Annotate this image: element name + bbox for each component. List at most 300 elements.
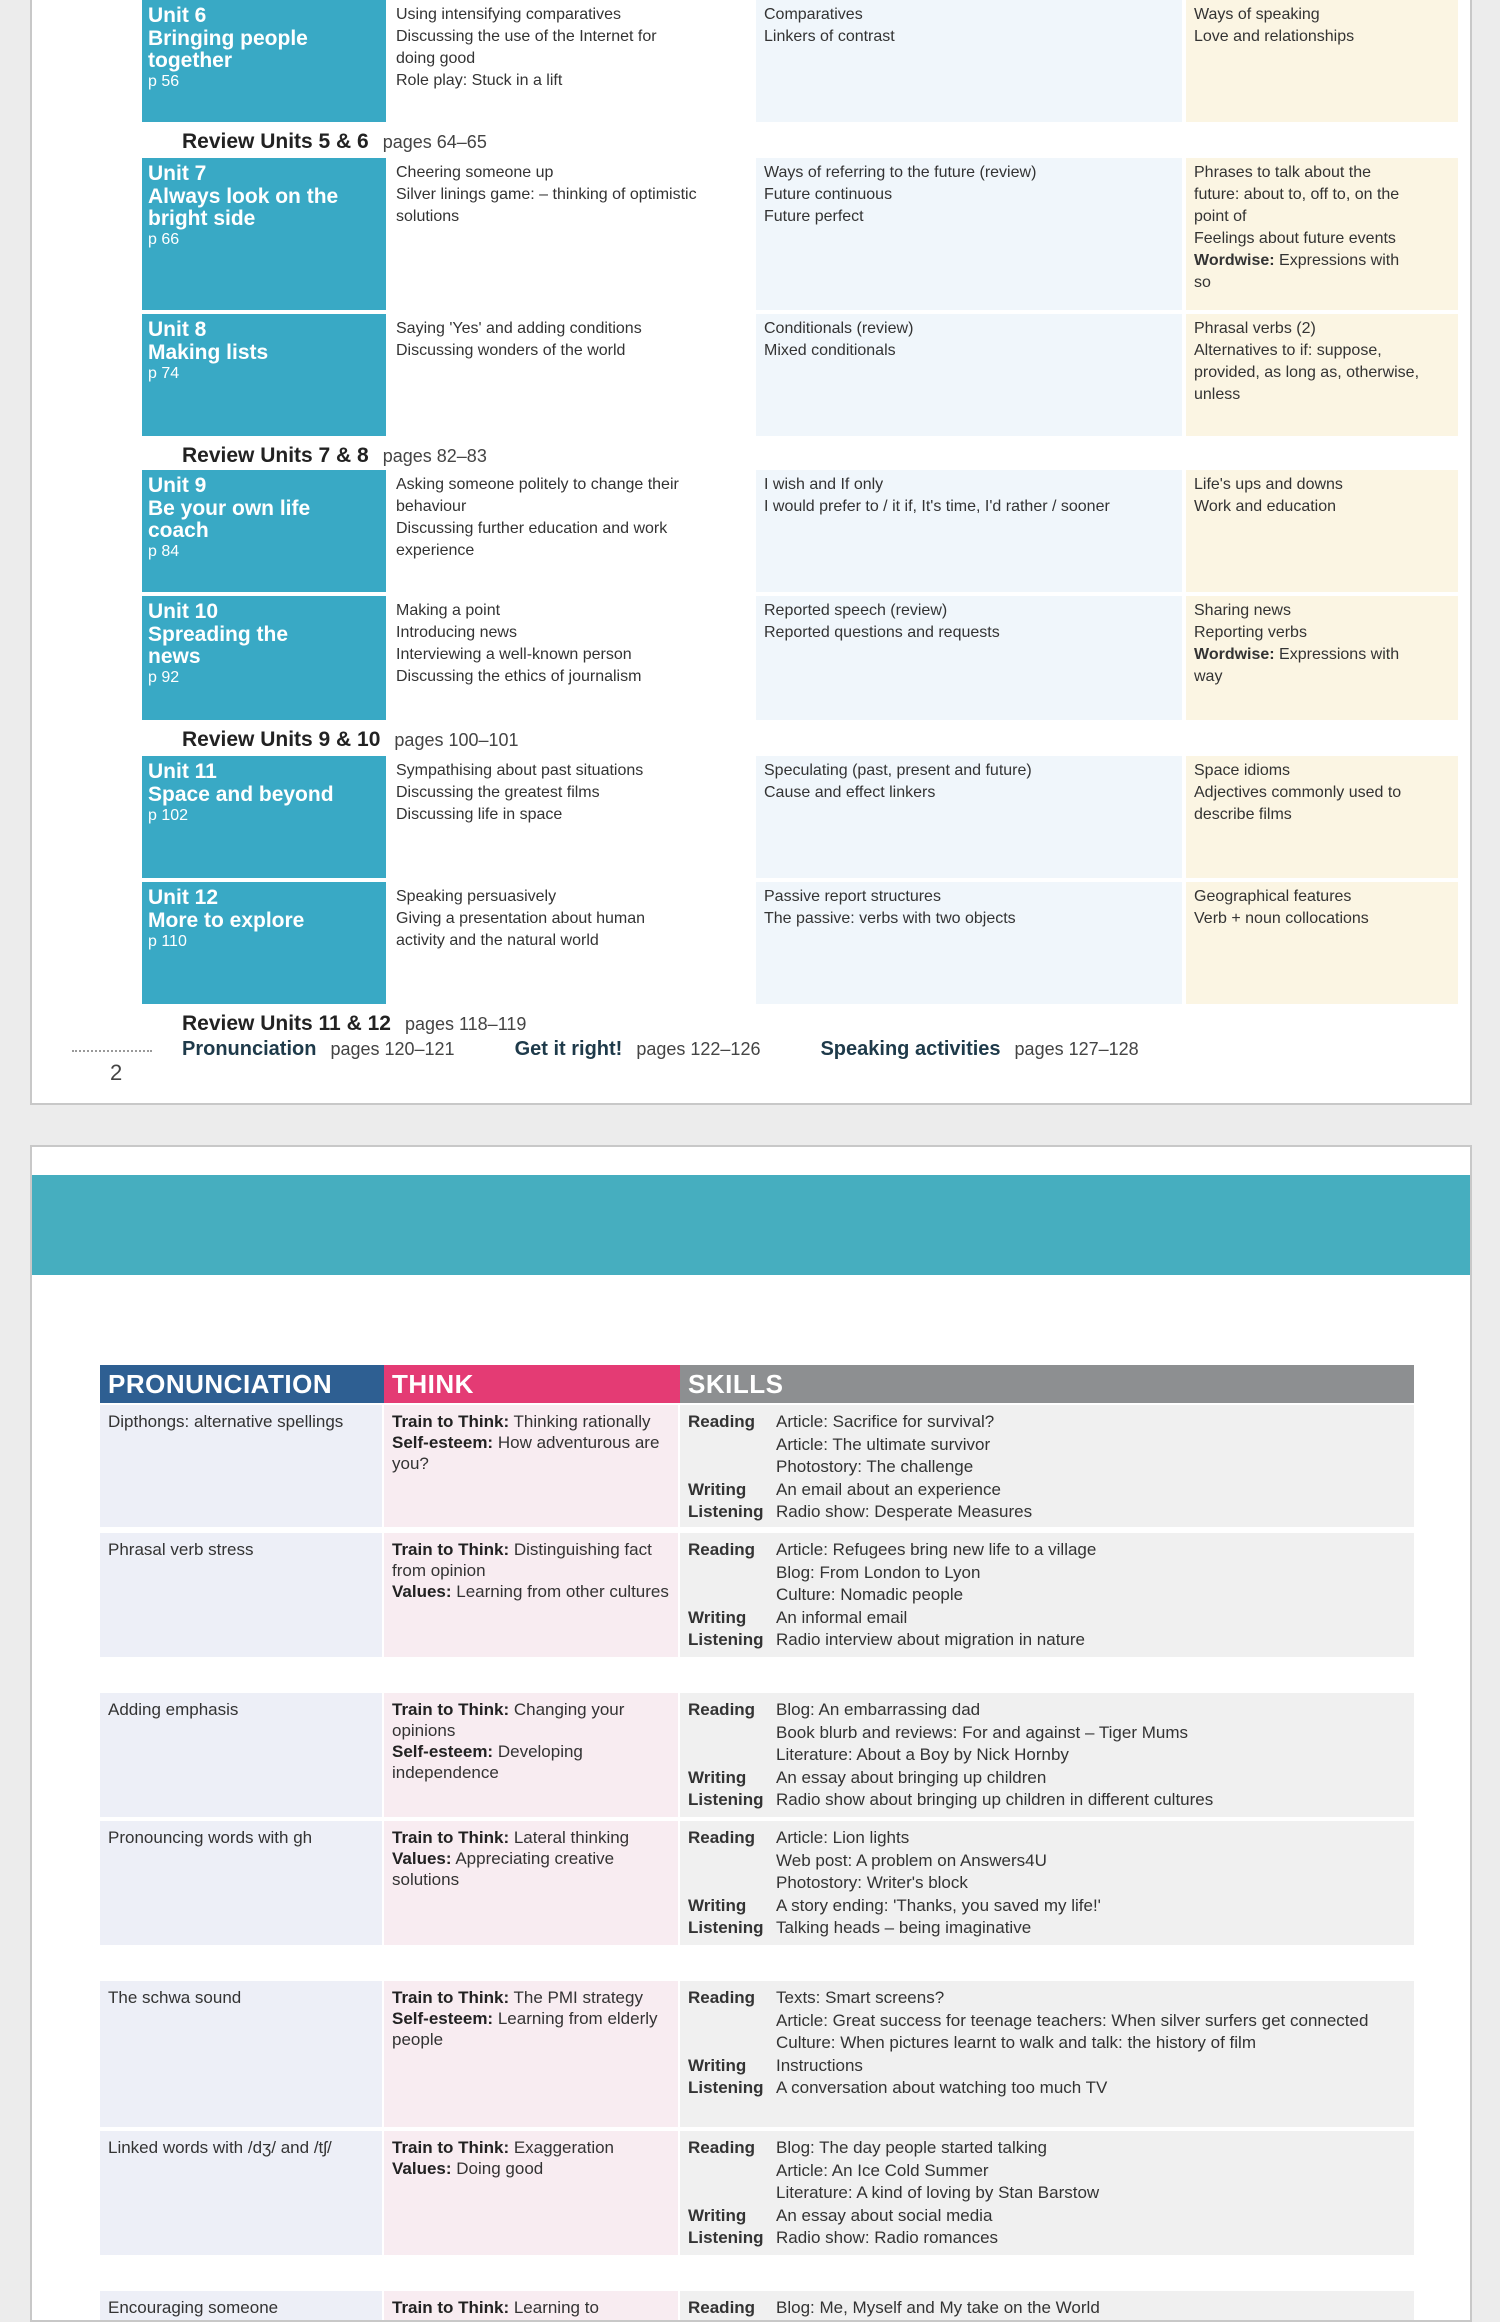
- think-label: Train to Think:: [392, 1412, 510, 1431]
- topic-line: Asking someone politely to change their: [396, 476, 679, 493]
- vocabulary-cell: [1186, 0, 1458, 122]
- skill-text: A conversation about watching too much TV: [776, 2078, 1108, 2097]
- think-item: [392, 1432, 670, 1474]
- footer-item: [820, 1038, 1138, 1061]
- grammar-line: Reported speech (review): [764, 602, 948, 619]
- vocab-line: Alternatives to if: suppose,: [1194, 342, 1382, 359]
- pronunciation-cell: Dipthongs: alternative spellings: [100, 1405, 382, 1527]
- skill-type: [688, 2160, 776, 2183]
- vocabulary-cell: [1186, 882, 1458, 1004]
- think-label: Self-esteem:: [392, 1433, 494, 1452]
- header-skills: SKILLS: [680, 1365, 1414, 1403]
- skill-type: [688, 1434, 776, 1457]
- skill-type: [688, 1584, 776, 1607]
- topics-cell: [390, 882, 754, 1004]
- skill-text: Article: The ultimate survivor: [776, 1434, 991, 1454]
- footer-label: Speaking activities: [820, 1038, 1001, 1060]
- skills-cell: [680, 1981, 1414, 2127]
- skill-line: [688, 1456, 1406, 1479]
- think-label: Train to Think:: [392, 1700, 510, 1719]
- vocab-line: future: about to, off to, on the: [1194, 186, 1400, 203]
- unit-page: p 56: [148, 73, 180, 90]
- footer-item: [515, 1038, 761, 1061]
- unit-page: p 102: [148, 807, 189, 824]
- skill-type: [688, 1744, 776, 1767]
- skill-line: [688, 2010, 1406, 2033]
- vocabulary-cell: [1186, 158, 1458, 310]
- skill-text: Literature: A kind of loving by Stan Barstow: [776, 2183, 1100, 2202]
- skill-type: [688, 2010, 776, 2033]
- unit-name: Bringing people: [148, 27, 308, 50]
- skill-line: [688, 1479, 1406, 1502]
- skill-text: Radio show: Radio romances: [776, 2228, 999, 2247]
- contents-page-top: [30, 0, 1472, 1105]
- think-item: [392, 2158, 670, 2179]
- think-item: [392, 1848, 670, 1890]
- wordwise-text: Expressions with: [1274, 646, 1400, 663]
- topic-line: Role play: Stuck in a lift: [396, 72, 563, 89]
- skill-type: Listening: [688, 2228, 764, 2247]
- skill-text: Article: An Ice Cold Summer: [776, 2160, 989, 2180]
- unit-title-cell: [142, 158, 386, 310]
- skill-type: Listening: [688, 1790, 764, 1809]
- skill-text: Photostory: The challenge: [776, 1457, 974, 1476]
- skill-text: Article: Lion lights: [776, 1828, 910, 1847]
- think-text: Exaggeration: [509, 2138, 615, 2157]
- vocab-line: Ways of speaking: [1194, 6, 1320, 23]
- grammar-line: Passive report structures: [764, 888, 941, 905]
- skill-type: Reading: [688, 2138, 756, 2157]
- vocab-line: Phrasal verbs (2): [1194, 320, 1316, 337]
- unit-page: p 74: [148, 365, 180, 382]
- pronunciation-cell: Adding emphasis: [100, 1693, 382, 1817]
- think-cell: [384, 1981, 678, 2127]
- skill-text: Radio show about bringing up children in different cultures: [776, 1790, 1214, 1809]
- unit-number: Unit 11: [148, 760, 217, 783]
- skill-text: Article: Sacrifice for survival?: [776, 1412, 995, 1431]
- think-label: Values:: [392, 2159, 452, 2178]
- vocab-line: describe films: [1194, 806, 1292, 823]
- grammar-cell: [756, 470, 1182, 592]
- think-text: Learning from elderly people: [392, 2009, 658, 2049]
- review-pages: pages 64–65: [382, 132, 487, 152]
- topic-line: Using intensifying comparatives: [396, 6, 621, 23]
- wordwise-line: [1194, 644, 1450, 666]
- skill-type: Listening: [688, 1502, 764, 1521]
- skill-type: Listening: [688, 1918, 764, 1937]
- skill-text: Instructions: [776, 2055, 863, 2075]
- think-text: Developing independence: [392, 1742, 583, 1782]
- skill-text: An informal email: [776, 1607, 908, 1627]
- header-think: THINK: [384, 1365, 680, 1403]
- grammar-line: Comparatives: [764, 6, 863, 23]
- think-cell: [384, 1405, 678, 1527]
- think-item: [392, 2137, 670, 2158]
- think-cell: [384, 2291, 678, 2322]
- pronunciation-cell: Linked words with /dʒ/ and /tʃ/: [100, 2131, 382, 2255]
- vocabulary-cell: [1186, 596, 1458, 720]
- think-item: [392, 1411, 670, 1432]
- skills-cell: [680, 2291, 1414, 2322]
- topic-line: Saying 'Yes' and adding conditions: [396, 320, 642, 337]
- skill-line: [688, 1411, 1406, 1434]
- skill-line: [688, 1789, 1406, 1812]
- skill-line: [688, 1767, 1406, 1790]
- skill-type: Writing: [688, 1895, 747, 1915]
- vocabulary-cell: [1186, 314, 1458, 436]
- think-text: The PMI strategy: [509, 1988, 643, 2007]
- topic-line: Giving a presentation about human: [396, 910, 646, 927]
- skills-row: [100, 2291, 1414, 2322]
- unit-row: [142, 882, 1422, 1004]
- topics-cell: [390, 158, 754, 310]
- skill-line: [688, 1722, 1406, 1745]
- grammar-line: Future perfect: [764, 208, 864, 225]
- think-cell: [384, 1533, 678, 1657]
- wordwise-label: Wordwise:: [1194, 252, 1275, 269]
- vocab-line: Life's ups and downs: [1194, 476, 1343, 493]
- think-label: Train to Think:: [392, 1540, 510, 1559]
- skill-text: Article: Great success for teenage teachers: When silver surfers get connected: [776, 2010, 1369, 2030]
- think-item: [392, 1539, 670, 1581]
- unit-row: [142, 158, 1422, 310]
- vocab-line: Phrases to talk about the: [1194, 164, 1371, 181]
- topic-line: Discussing the use of the Internet for: [396, 28, 657, 45]
- topics-cell: [390, 0, 754, 122]
- skill-text: Radio show: Desperate Measures: [776, 1502, 1033, 1521]
- contents-footer: [182, 1038, 1382, 1068]
- skill-line: [688, 1629, 1406, 1652]
- think-cell: [384, 2131, 678, 2255]
- vocab-line: point of: [1194, 208, 1247, 225]
- topic-line: Sympathising about past situations: [396, 762, 644, 779]
- skill-text: Literature: About a Boy by Nick Hornby: [776, 1745, 1069, 1764]
- skill-text: Blog: An embarrassing dad: [776, 1700, 981, 1719]
- vocab-line: Sharing news: [1194, 602, 1291, 619]
- topic-line: Introducing news: [396, 624, 517, 641]
- skills-row: [100, 1533, 1414, 1657]
- grammar-line: Conditionals (review): [764, 320, 914, 337]
- grammar-line: The passive: verbs with two objects: [764, 910, 1016, 927]
- think-text: How adventurous are you?: [392, 1433, 660, 1473]
- skills-row: [100, 2131, 1414, 2255]
- skill-line: [688, 1562, 1406, 1585]
- grammar-line: Reported questions and requests: [764, 624, 1000, 641]
- skill-line: [688, 1539, 1406, 1562]
- unit-title-cell: [142, 756, 386, 878]
- skill-line: [688, 2205, 1406, 2228]
- skill-text: Blog: From London to Lyon: [776, 1562, 981, 1582]
- unit-title-cell: [142, 470, 386, 592]
- think-label: Train to Think:: [392, 2138, 510, 2157]
- skill-line: [688, 1987, 1406, 2010]
- skill-type: [688, 2032, 776, 2055]
- think-label: Self-esteem:: [392, 1742, 494, 1761]
- vocab-line: provided, as long as, otherwise,: [1194, 364, 1420, 381]
- footer-item: [182, 1038, 455, 1061]
- skills-row: [100, 1693, 1414, 1817]
- skill-type: Writing: [688, 1767, 747, 1787]
- grammar-line: Cause and effect linkers: [764, 784, 936, 801]
- review-pages: pages 118–119: [404, 1014, 527, 1034]
- topic-line: doing good: [396, 50, 476, 67]
- unit-row: [142, 314, 1422, 436]
- skill-type: [688, 1456, 776, 1479]
- topic-line: Discussing life in space: [396, 806, 563, 823]
- think-text: Changing your opinions: [392, 1700, 625, 1740]
- think-text: Appreciating creative solutions: [392, 1849, 615, 1889]
- skill-text: Book blurb and reviews: For and against – Tiger Mums: [776, 1722, 1188, 1742]
- skill-text: Blog: The day people started talking: [776, 2138, 1047, 2157]
- grammar-line: Future continuous: [764, 186, 893, 203]
- think-item: [392, 1741, 670, 1783]
- review-label: Review Units 11 & 12: [182, 1012, 391, 1035]
- wordwise-line: [1194, 250, 1450, 272]
- think-item: [392, 1987, 670, 2008]
- unit-number: Unit 6: [148, 4, 207, 27]
- topic-line: Interviewing a well-known person: [396, 646, 632, 663]
- skill-text: Culture: When pictures learnt to walk and talk: the history of film: [776, 2033, 1256, 2052]
- topic-line: Silver linings game: – thinking of optimistic: [396, 186, 697, 203]
- pronunciation-cell: Pronouncing words with gh: [100, 1821, 382, 1945]
- think-label: Self-esteem:: [392, 2009, 494, 2028]
- think-item: [392, 1581, 670, 1602]
- pronunciation-cell: Phrasal verb stress: [100, 1533, 382, 1657]
- contents-page-bottom: [30, 1145, 1472, 2322]
- unit-name: news: [148, 645, 201, 668]
- unit-page: p 92: [148, 669, 180, 686]
- grammar-cell: [756, 756, 1182, 878]
- grammar-line: Linkers of contrast: [764, 28, 895, 45]
- footer-pages: pages 120–121: [330, 1039, 455, 1059]
- skill-type: Reading: [688, 1540, 756, 1559]
- footer-pages: pages 127–128: [1014, 1039, 1139, 1059]
- skill-text: A story ending: 'Thanks, you saved my life!': [776, 1895, 1101, 1915]
- skill-text: Web post: A problem on Answers4U: [776, 1850, 1047, 1870]
- unit-number: Unit 7: [148, 162, 207, 185]
- wordwise-text: Expressions with: [1274, 252, 1400, 269]
- skill-type: Listening: [688, 1630, 764, 1649]
- unit-title-cell: [142, 0, 386, 122]
- unit-name: Making lists: [148, 341, 269, 364]
- footer-pages: pages 122–126: [636, 1039, 761, 1059]
- skill-text: An essay about bringing up children: [776, 1767, 1047, 1787]
- footer-label: Pronunciation: [182, 1038, 317, 1060]
- vocab-line: Love and relationships: [1194, 28, 1355, 45]
- topic-line: Discussing the greatest films: [396, 784, 600, 801]
- unit-name: Spreading the: [148, 623, 289, 646]
- grammar-line: Ways of referring to the future (review): [764, 164, 1037, 181]
- skill-line: [688, 1872, 1406, 1895]
- skill-line: [688, 1699, 1406, 1722]
- review-pages: pages 82–83: [382, 446, 487, 466]
- vocab-line: Adjectives commonly used to: [1194, 784, 1402, 801]
- think-item: [392, 2008, 670, 2050]
- skills-row: [100, 1405, 1414, 1527]
- unit-row: [142, 470, 1422, 592]
- skill-type: [688, 1872, 776, 1895]
- grammar-cell: [756, 596, 1182, 720]
- grammar-cell: [756, 314, 1182, 436]
- skill-line: [688, 1584, 1406, 1607]
- unit-number: Unit 8: [148, 318, 207, 341]
- review-label: Review Units 5 & 6: [182, 130, 369, 153]
- skill-line: [688, 2055, 1406, 2078]
- unit-title-cell: [142, 882, 386, 1004]
- think-label: Values:: [392, 1849, 452, 1868]
- skill-type: [688, 1562, 776, 1585]
- unit-page: p 110: [148, 933, 187, 950]
- topic-line: Making a point: [396, 602, 501, 619]
- skill-type: [688, 1722, 776, 1745]
- skill-line: [688, 2137, 1406, 2160]
- skills-cell: [680, 2131, 1414, 2255]
- column-headers: [100, 1365, 1414, 1403]
- unit-page: p 66: [148, 231, 180, 248]
- vocab-line: Reporting verbs: [1194, 624, 1307, 641]
- dotted-rule: [72, 1050, 152, 1052]
- skill-line: [688, 1607, 1406, 1630]
- skill-line: [688, 2227, 1406, 2250]
- wordwise-word: so: [1194, 274, 1211, 291]
- review-row: [182, 444, 487, 468]
- think-label: Values:: [392, 1582, 452, 1601]
- think-label: Train to Think:: [392, 1828, 510, 1847]
- unit-number: Unit 10: [148, 600, 219, 623]
- unit-row: [142, 756, 1422, 878]
- skill-line: [688, 2032, 1406, 2055]
- skill-text: Blog: Me, Myself and My take on the World: [776, 2298, 1100, 2317]
- topic-line: Discussing wonders of the world: [396, 342, 626, 359]
- skill-text: Photostory: Writer's block: [776, 1873, 968, 1892]
- review-row: [182, 1012, 526, 1036]
- skill-line: [688, 1434, 1406, 1457]
- skill-text: An email about an experience: [776, 1479, 1001, 1499]
- topic-line: Speaking persuasively: [396, 888, 557, 905]
- pronunciation-cell: The schwa sound: [100, 1981, 382, 2127]
- topic-line: solutions: [396, 208, 460, 225]
- review-pages: pages 100–101: [394, 730, 519, 750]
- skill-line: [688, 2077, 1406, 2100]
- skill-line: [688, 1501, 1406, 1524]
- skill-line: [688, 1827, 1406, 1850]
- skill-line: [688, 1850, 1406, 1873]
- think-cell: [384, 1821, 678, 1945]
- vocab-line: Feelings about future events: [1194, 230, 1396, 247]
- skills-row: [100, 1981, 1414, 2127]
- skill-text: An essay about social media: [776, 2205, 993, 2225]
- skill-type: Reading: [688, 1988, 756, 2007]
- unit-number: Unit 9: [148, 474, 207, 497]
- skill-line: [688, 1895, 1406, 1918]
- skill-text: Texts: Smart screens?: [776, 1988, 945, 2007]
- review-row: [182, 130, 487, 154]
- grammar-cell: [756, 882, 1182, 1004]
- skill-line: [688, 2182, 1406, 2205]
- think-text: Lateral thinking: [509, 1828, 630, 1847]
- skill-line: [688, 1744, 1406, 1767]
- unit-row: [142, 596, 1422, 720]
- topics-cell: [390, 314, 754, 436]
- skill-text: Radio interview about migration in nature: [776, 1630, 1086, 1649]
- unit-name: Space and beyond: [148, 783, 334, 806]
- grammar-cell: [756, 0, 1182, 122]
- skill-type: [688, 1850, 776, 1873]
- think-cell: [384, 1693, 678, 1817]
- skill-type: Reading: [688, 2298, 756, 2317]
- topic-line: Discussing further education and work: [396, 520, 668, 537]
- skills-row: [100, 1821, 1414, 1945]
- skill-type: Listening: [688, 2078, 764, 2097]
- skill-type: Reading: [688, 1412, 756, 1431]
- grammar-line: I would prefer to / it if, It's time, I'd rather / sooner: [764, 498, 1110, 515]
- unit-name: Always look on the: [148, 185, 339, 208]
- unit-title-cell: [142, 314, 386, 436]
- pronunciation-cell: Encouraging someone: [100, 2291, 382, 2322]
- header-banner: [32, 1175, 1472, 1275]
- grammar-cell: [756, 158, 1182, 310]
- skill-type: Writing: [688, 1607, 747, 1627]
- unit-name: bright side: [148, 207, 256, 230]
- unit-name: coach: [148, 519, 209, 542]
- think-item: [392, 2297, 670, 2318]
- topics-cell: [390, 756, 754, 878]
- wordwise-word: way: [1194, 668, 1223, 685]
- skills-cell: [680, 1533, 1414, 1657]
- page-number: 2: [110, 1060, 123, 1085]
- unit-name: More to explore: [148, 909, 305, 932]
- think-item: [392, 1827, 670, 1848]
- think-text: Doing good: [451, 2159, 544, 2178]
- think-text: Learning from other cultures: [451, 1582, 669, 1601]
- unit-name: together: [148, 49, 232, 72]
- review-row: [182, 728, 519, 752]
- skill-type: Writing: [688, 1479, 747, 1499]
- review-label: Review Units 9 & 10: [182, 728, 381, 751]
- skill-text: Culture: Nomadic people: [776, 1585, 964, 1604]
- vocab-line: Geographical features: [1194, 888, 1352, 905]
- unit-number: Unit 12: [148, 886, 219, 909]
- skill-type: [688, 2182, 776, 2205]
- grammar-line: Mixed conditionals: [764, 342, 896, 359]
- header-pronunciation: PRONUNCIATION: [100, 1365, 384, 1403]
- topic-line: activity and the natural world: [396, 932, 599, 949]
- vocab-line: Verb + noun collocations: [1194, 910, 1369, 927]
- unit-page: p 84: [148, 543, 180, 560]
- grammar-line: Speculating (past, present and future): [764, 762, 1032, 779]
- skill-line: [688, 2297, 1406, 2320]
- unit-title-cell: [142, 596, 386, 720]
- skill-text: Article: Refugees bring new life to a village: [776, 1540, 1097, 1559]
- skills-cell: [680, 1405, 1414, 1527]
- skill-type: Writing: [688, 2205, 747, 2225]
- topics-cell: [390, 596, 754, 720]
- topics-cell: [390, 470, 754, 592]
- review-label: Review Units 7 & 8: [182, 444, 369, 467]
- topic-line: behaviour: [396, 498, 467, 515]
- footer-label: Get it right!: [514, 1038, 623, 1060]
- vocabulary-cell: [1186, 470, 1458, 592]
- vocabulary-cell: [1186, 756, 1458, 878]
- vocab-line: Space idioms: [1194, 762, 1291, 779]
- wordwise-label: Wordwise:: [1194, 646, 1275, 663]
- skills-cell: [680, 1821, 1414, 1945]
- unit-name: Be your own life: [148, 497, 311, 520]
- grammar-line: I wish and If only: [764, 476, 884, 493]
- think-item: [392, 1699, 670, 1741]
- topic-line: experience: [396, 542, 475, 559]
- unit-row: [142, 0, 1422, 122]
